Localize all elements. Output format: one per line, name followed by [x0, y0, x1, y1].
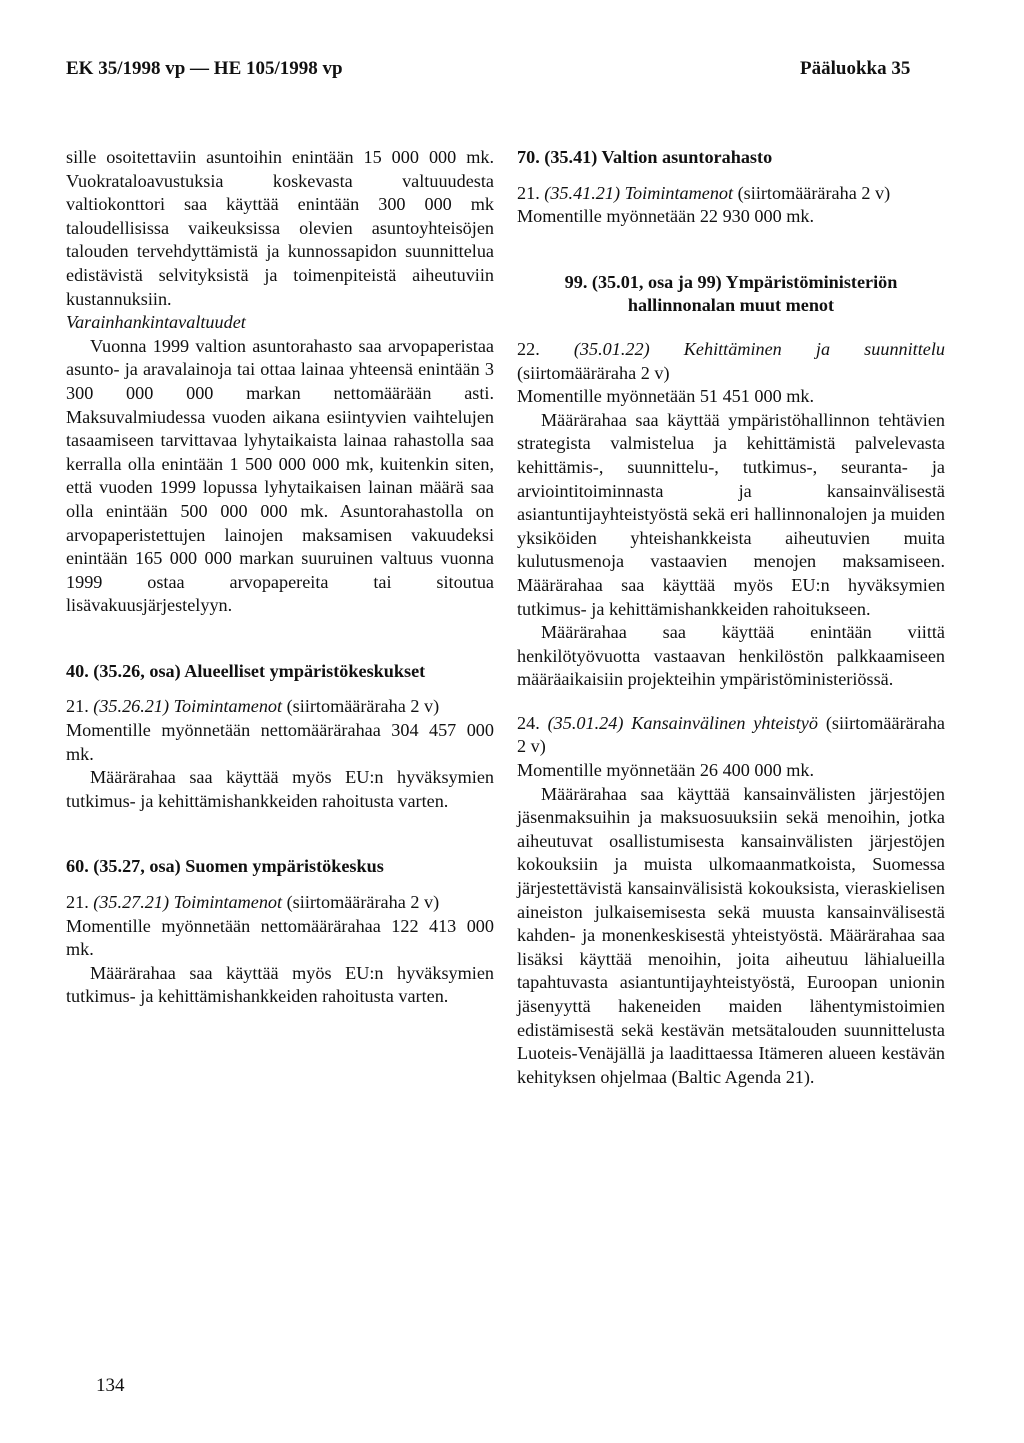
item-title: (35.41.21) Toimintamenot — [544, 182, 734, 203]
amount-line: Momentille myönnetään 26 400 000 mk. — [517, 760, 815, 781]
running-header-left: EK 35/1998 vp — HE 105/1998 vp — [66, 58, 343, 79]
amount-line: Momentille myönnetään 22 930 000 mk. — [517, 206, 815, 227]
page-number: 134 — [96, 1375, 125, 1396]
subheading: Varainhankintavaltuudet — [66, 312, 246, 333]
amount-line: Momentille myönnetään 51 451 000 mk. — [517, 386, 815, 407]
item-number: 21. — [517, 182, 540, 203]
item-line-21 — [66, 891, 494, 915]
section-heading-70: 70. (35.41) Valtion asuntorahasto — [517, 147, 773, 167]
paragraph: Määrärahaa saa käyttää enintään viittä henkilötyövuotta vastaavan henkilöstön palkkaamiseen määräaikaisiin projekteihin ympäristöministeriössä. — [517, 622, 945, 690]
item-title: (35.27.21) Toimintamenot — [93, 892, 283, 913]
item-appropriation-type: (siirtomääräraha 2 v) — [286, 892, 440, 913]
amount-line: Momentille myönnetään nettomäärärahaa 304 457 000 mk. — [66, 720, 494, 764]
section-heading-99: 99. (35.01, osa ja 99) Ympäristöministeriön hallinnonalan muut menot — [564, 271, 898, 316]
item-title: (35.26.21) Toimintamenot — [93, 696, 283, 717]
right-column — [517, 146, 945, 1089]
section-heading-60: 60. (35.27, osa) Suomen ympäristökeskus — [66, 856, 384, 877]
item-appropriation-type: (siirtomääräraha 2 v) — [517, 712, 945, 757]
paragraph: Määrärahaa saa käyttää myös EU:n hyväksymien tutkimus- ja kehittämishankkeiden rahoitusta varten. — [66, 962, 494, 1007]
item-number: 24. — [517, 712, 540, 733]
item-appropriation-type: (siirtomääräraha 2 v) — [517, 362, 670, 383]
item-number: 21. — [66, 892, 89, 913]
item-appropriation-type: (siirtomääräraha 2 v) — [737, 182, 891, 203]
paragraph: Määrärahaa saa käyttää kansainvälisten järjestöjen jäsenmaksuihin ja maksuosuuksiin sekä menoihin, jotka aiheutuvat osallistumisesta kansainvälisten järjestöjen kokouksiin ja muista ulkomaanmatkoista, Suomessa järjestettävistä kansainvälisistä kokouksista, vieraskielisen aineiston julkaisemisesta sekä muusta kansainvälisestä kahden- ja monenkeskisestä yhteistyöstä. Määrärahaa saa lisäksi käyttää menoihin, joita aiheutuu lähialueilla tapahtuvasta asiantuntijayhteistyöstä, Euroopan unionin jäsenyyttä hakeneiden maiden lähentymistoimien edistämisestä sekä kestävän metsätalouden suunnittelusta Luoteis-Venäjällä ja laadittaessa Itämeren alueen kestävän kehityksen ohjelmaa (Baltic Agenda 21). — [517, 783, 945, 1087]
amount-line: Momentille myönnetään nettomäärärahaa 122 413 000 mk. — [66, 915, 494, 960]
item-number: 22. — [517, 338, 540, 359]
item-line-24 — [517, 712, 945, 759]
item-title: (35.01.22) Kehittäminen ja suunnittelu — [573, 338, 946, 359]
paragraph: Määrärahaa saa käyttää myös EU:n hyväksymien tutkimus- ja kehittämishankkeiden rahoitusta varten. — [66, 767, 494, 811]
paragraph: sille osoitettaviin asuntoihin enintään 15 000 000 mk. Vuokrataloavustuksia koskevasta valtuuudesta valtiokonttori saa käyttää enintään 300 000 mk taloudellisissa vaikeuksissa olevien asuntoyhteisöjen talouden tervehdyttämistä ja kunnossapidon suunnittelua edistävistä selvityksistä ja toimenpiteistä aiheutuviin kustannuksiin. — [66, 147, 494, 309]
item-appropriation-type: (siirtomääräraha 2 v) — [286, 696, 440, 717]
paragraph: Määrärahaa saa käyttää ympäristöhallinnon tehtävien strategista valmistelua ja kehittämistä palvelevasta kehittämis-, suunnittelu-, tutkimus-, seuranta- ja arviointitoiminnasta ja kansainvälisestä asiantuntijayhteistyöstä sekä eri hallinnonalojen ja muiden yksiköiden yhteishankkeista aiheutuvien muita kulutusmenoja vastaavien menojen maksamiseen. Määrärahaa saa käyttää myös EU:n hyväksymien tutkimus- ja kehittämishankkeiden rahoitukseen. — [517, 409, 945, 619]
paragraph: Vuonna 1999 valtion asuntorahasto saa arvopaperistaa asunto- ja aravalainoja tai ottaa lainaa yhteensä enintään 3 300 000 000 markan nettomäärään asti. Maksuvalmiudessa vuoden aikana esiintyvien vaihtelujen tasaamiseen tarvittavaa lyhytaikaista lainaa rahastolla saa kerralla olla enintään 1 500 000 000 mk, kuitenkin siten, että vuoden 1999 lopussa lyhytaikaisen lainan määrä saa olla enintään 500 000 000 mk. Asuntorahastolla on arvopaperistettujen lainojen maksamisen vakuudeksi enintään 165 000 000 markan suuruinen valtuus vuonna 1999 ostaa arvopapereita tai sitoutua lisävakuusjärjestelyyn. — [66, 335, 494, 616]
item-line-21 — [66, 695, 494, 719]
item-line-22 — [517, 338, 945, 385]
left-column — [66, 146, 494, 1009]
item-number: 21. — [66, 696, 89, 717]
running-header-right: Pääluokka 35 — [800, 58, 911, 79]
item-title: (35.01.24) Kansainvälinen yhteistyö — [547, 712, 818, 733]
item-line-21 — [517, 182, 945, 206]
section-heading-40: 40. (35.26, osa) Alueelliset ympäristökeskukset — [66, 660, 426, 681]
